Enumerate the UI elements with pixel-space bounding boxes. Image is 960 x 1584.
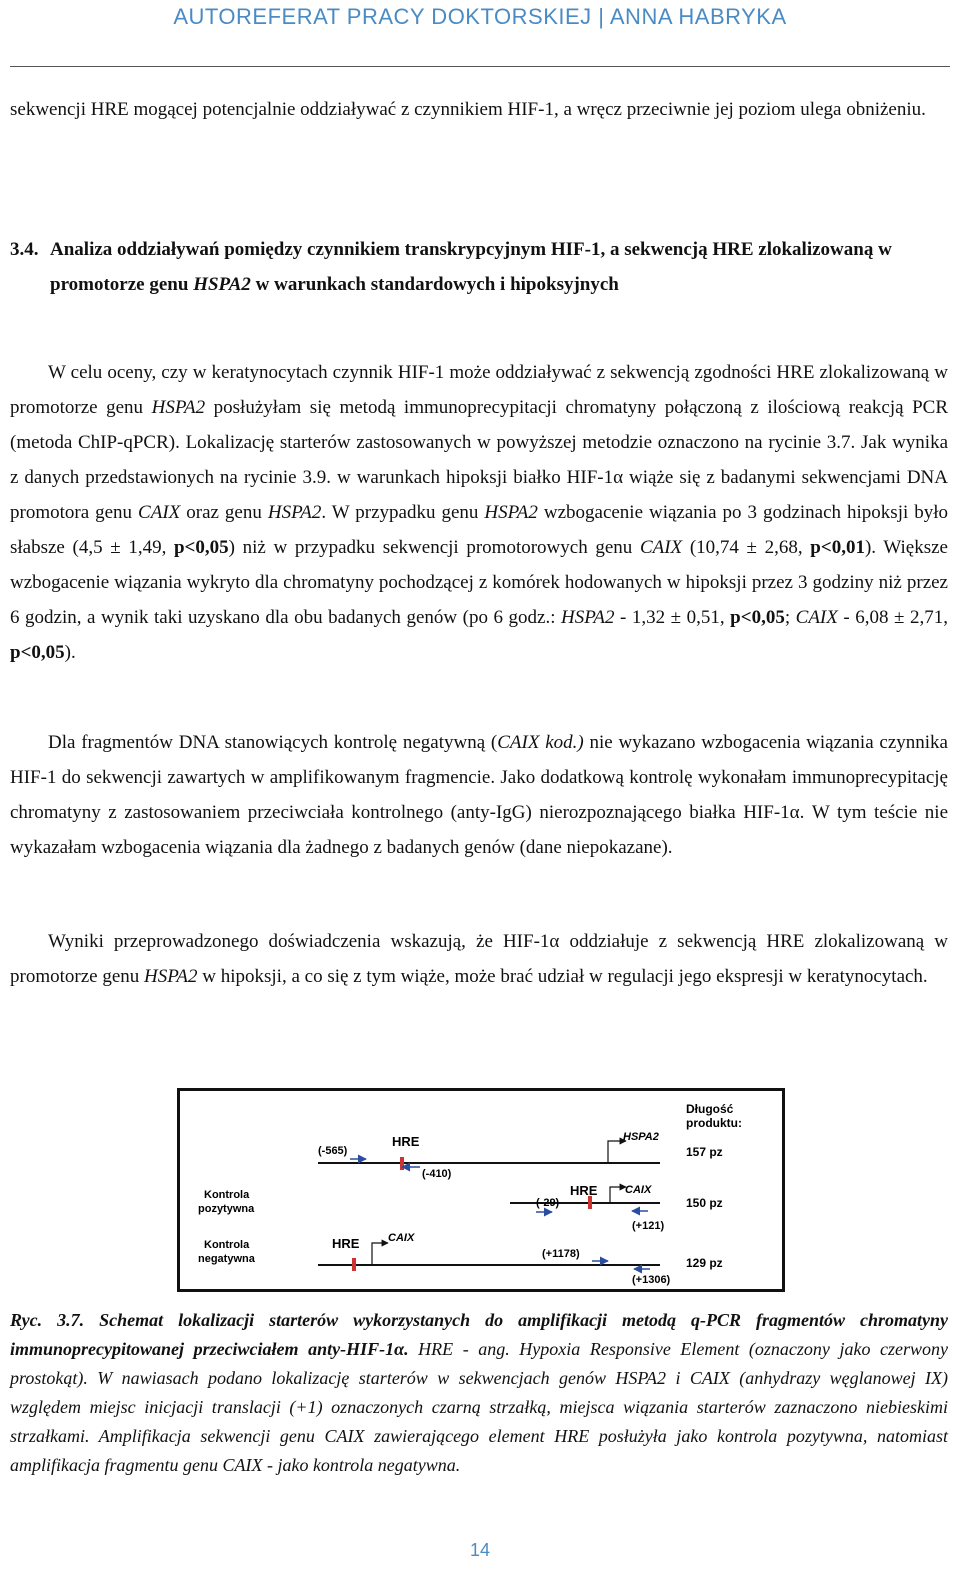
row2-length: 150 pz <box>686 1196 723 1210</box>
row3-tss-arrow <box>372 1243 388 1265</box>
row1-hre-label: HRE <box>392 1134 420 1149</box>
row-positive-control <box>198 1183 723 1232</box>
paragraph-2-text: Dla fragmentów DNA stanowiących kontrolę negatywną (CAIX kod.) nie wykazano wzbogacenia wiązania czynnika HIF-1 do sekwencji zawartych w amplifikowanym fragmencie. Jako dodatkową kontrolę wykonałam immunoprecypitację chromatyny z zastosowaniem przeciwciała kontrolnego (anty-IgG) nierozpoznającego białka HIF-1α. W tym teście nie wykazałam wzbogacenia wiązania dla żadnego z badanych genów (dane niepokazane). <box>10 732 948 858</box>
header-rule <box>10 66 950 67</box>
row2-label-2: pozytywna <box>198 1203 255 1215</box>
row3-length: 129 pz <box>686 1256 723 1270</box>
paragraph-1 <box>10 355 948 670</box>
primer-schematic-figure <box>177 1088 785 1292</box>
page-number: 14 <box>469 1540 491 1560</box>
row3-gene: CAIX <box>388 1232 415 1244</box>
section-title: 3.4. Analiza oddziaływań pomiędzy czynnikiem transkrypcyjnym HIF-1, a sekwencją HRE zlokalizowaną w promotorze genu HSPA2 w warunkach standardowych i hipoksyjnych <box>10 232 948 302</box>
row3-primer-left: (+1178) <box>542 1248 580 1260</box>
row3-hre-label: HRE <box>332 1236 360 1251</box>
figure-caption <box>10 1306 948 1480</box>
caption-body: HRE - ang. Hypoxia Responsive Element (oznaczony jako czerwony prostokąt). W nawiasach podano lokalizację starterów w sekwencjach genów HSPA2 i CAIX (anhydrazy węglanowej IX) względem miejsc inicjacji translacji (+1) oznaczonych czarną strzałką, miejsca wiązania starterów zaznaczono niebieskimi strzałkami. Amplifikacja sekwencji genu CAIX zawierającego element HRE posłużyła jako kontrola pozytywna, natomiast amplifikacja fragmentu genu CAIX - jako kontrola negatywna. <box>10 1339 948 1475</box>
row1-gene: HSPA2 <box>623 1131 659 1143</box>
paragraph-1-text: W celu oceny, czy w keratynocytach czynnik HIF-1 może oddziaływać z sekwencją zgodności HRE zlokalizowaną w promotorze genu HSPA2 posłużyłam się metodą immunoprecypitacji chromatyny połączoną z ilościową reakcją PCR (metoda ChIP-qPCR). Lokalizację starterów zastosowanych w powyższej metodzie oznaczono na rycinie 3.7. Jak wynika z danych przedstawionych na rycinie 3.9. w warunkach hipoksji białko HIF-1α wiąże się z badanymi sekwencjami DNA promotora genu CAIX oraz genu HSPA2. W przypadku genu HSPA2 wzbogacenie wiązania po 3 godzinach hipoksji było słabsze (4,5 ± 1,49, p<0,05) niż w przypadku sekwencji promotorowych genu CAIX (10,74 ± 2,68, p<0,01). Większe wzbogacenie wiązania wykryto dla chromatyny pochodzącej z komórek hodowanych w hipoksji przez 3 godziny niż przez 6 godzin, a wynik taki uzyskano dla obu badanych genów (po 6 godz.: HSPA2 - 1,32 ± 0,51, p<0,05; CAIX - 6,08 ± 2,71, p<0,05). <box>10 362 949 663</box>
row3-label-2: negatywna <box>198 1253 255 1265</box>
section-number: 3.4. <box>10 239 39 260</box>
running-header: AUTOREFERAT PRACY DOKTORSKIEJ | ANNA HABRYKA <box>173 4 787 29</box>
section-heading <box>10 232 948 302</box>
row1-hre-mark <box>400 1157 404 1170</box>
row1-primer-left: (-565) <box>318 1145 348 1157</box>
row-hspa2 <box>318 1131 723 1180</box>
length-header-1: Długość <box>686 1102 734 1116</box>
row1-tss-arrow <box>608 1141 626 1163</box>
row2-gene: CAIX <box>625 1184 652 1196</box>
row1-length: 157 pz <box>686 1145 723 1159</box>
length-header-2: produktu: <box>686 1116 742 1130</box>
row3-hre-mark <box>352 1258 356 1271</box>
row-negative-control <box>198 1232 723 1286</box>
caption-lead: Ryc. 3.7. Schemat lokalizacji starterów wykorzystanych do amplifikacji metodą q-PCR fragmentów chromatyny immunoprecypitowanej przeciwciałem anty-HIF-1α. <box>10 1310 948 1359</box>
row2-primer-left: (-29) <box>536 1197 560 1209</box>
intro-paragraph <box>10 92 948 127</box>
paragraph-3 <box>10 924 948 994</box>
row2-tss-arrow <box>610 1187 626 1203</box>
row1-primer-right: (-410) <box>422 1168 452 1180</box>
row3-primer-right: (+1306) <box>632 1274 671 1286</box>
row2-hre-label: HRE <box>570 1183 598 1198</box>
paragraph-3-text: Wyniki przeprowadzonego doświadczenia wskazują, że HIF-1α oddziałuje z sekwencją HRE zlokalizowaną w promotorze genu HSPA2 w hipoksji, a co się z tym wiąże, może brać udział w regulacji jego ekspresji w keratynocytach. <box>10 931 948 987</box>
intro-text: sekwencji HRE mogącej potencjalnie oddziaływać z czynnikiem HIF-1, a wręcz przeciwnie jej poziom ulega obniżeniu. <box>10 99 926 120</box>
row2-primer-right: (+121) <box>632 1220 665 1232</box>
paragraph-2 <box>10 725 948 865</box>
row2-label-1: Kontrola <box>204 1189 250 1201</box>
row3-label-1: Kontrola <box>204 1239 250 1251</box>
